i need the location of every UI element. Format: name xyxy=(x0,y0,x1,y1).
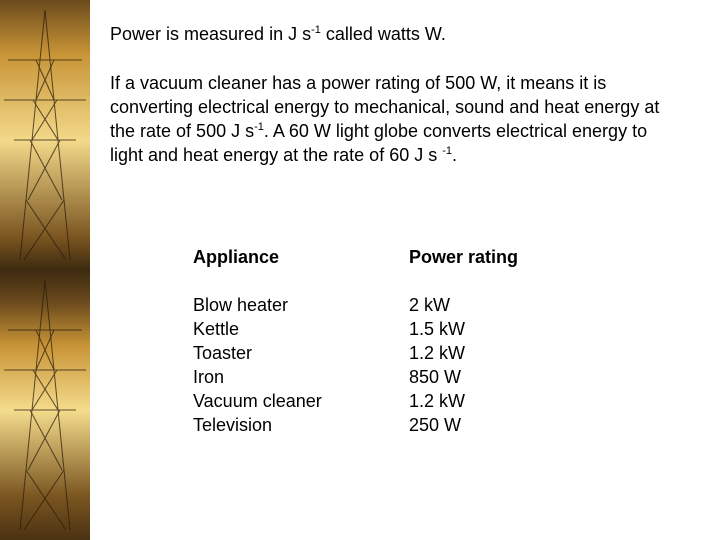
rating-cell: 250 W xyxy=(409,415,462,435)
para-part-2: . A 60 W light globe converts electrical energy to light and heat energy at the rate of 60 J s xyxy=(110,121,648,165)
appliance-cell: Blow heater xyxy=(193,295,289,315)
rating-cell: 1.2 kW xyxy=(409,391,466,411)
appliance-cell: Vacuum cleaner xyxy=(193,391,322,411)
para-sup-2: -1 xyxy=(442,145,452,157)
decorative-strip xyxy=(0,0,90,540)
intro-text-1: Power is measured in J s xyxy=(110,24,312,44)
para-part-3: . xyxy=(452,145,458,165)
power-rating-header: Power rating xyxy=(409,247,519,267)
para-sup-1: -1 xyxy=(254,121,264,133)
appliance-cell: Kettle xyxy=(193,319,240,339)
appliance-cell: Toaster xyxy=(193,343,253,363)
appliance-cell: Iron xyxy=(193,367,225,387)
intro-line xyxy=(110,24,446,45)
power-rating-column xyxy=(409,245,609,437)
appliance-header: Appliance xyxy=(193,247,280,267)
intro-sup: -1 xyxy=(311,24,321,36)
appliance-cell: Television xyxy=(193,415,273,435)
rating-cell: 1.5 kW xyxy=(409,319,466,339)
para-part-1: If a vacuum cleaner has a power rating of 500 W, it means it is converting electrical energy to mechanical, sound and heat energy at the rate of 500 J s xyxy=(110,73,660,141)
explanation-paragraph xyxy=(110,71,670,167)
rating-cell: 850 W xyxy=(409,367,462,387)
rating-cell: 2 kW xyxy=(409,295,451,315)
power-pylon-icon xyxy=(0,0,90,540)
intro-text-2: called watts W. xyxy=(320,24,446,44)
rating-cell: 1.2 kW xyxy=(409,343,466,363)
appliance-column xyxy=(193,245,393,437)
